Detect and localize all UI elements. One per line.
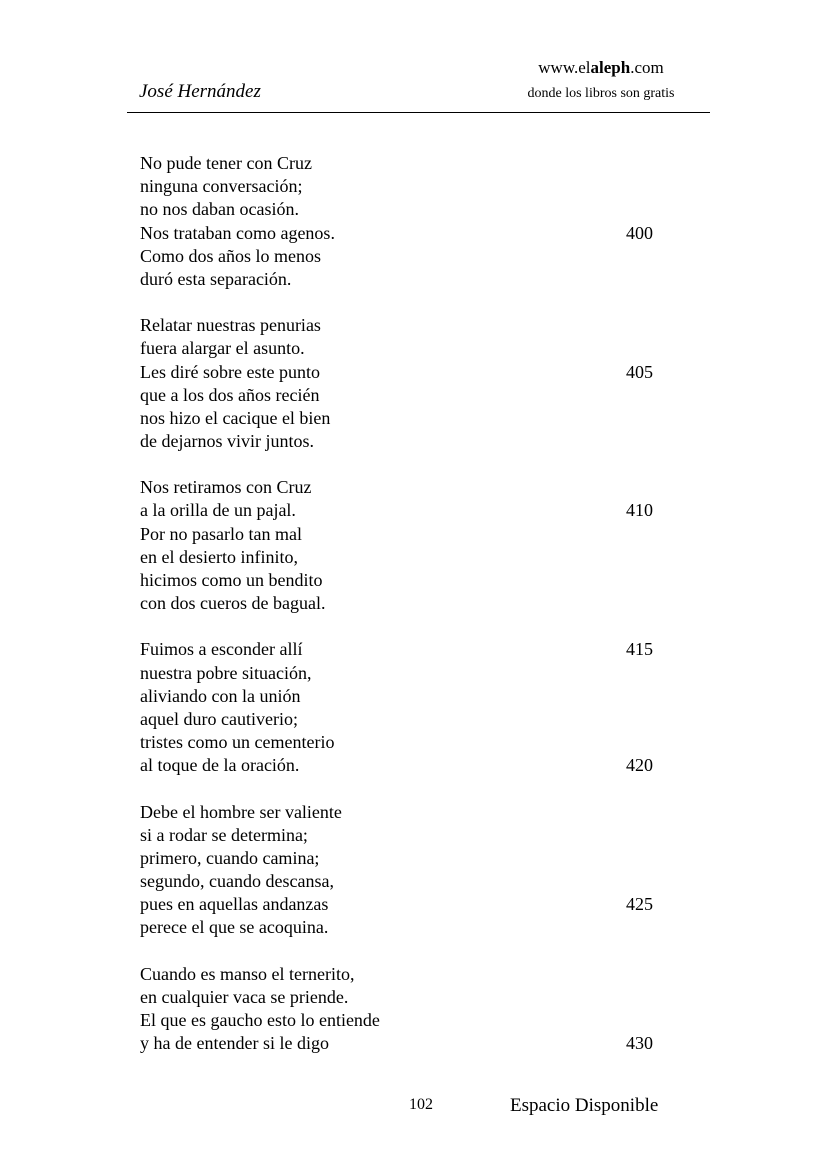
verse-line <box>140 1032 700 1055</box>
verse-text: Nos trataban como agenos. <box>140 222 335 243</box>
verse-text: aquel duro cautiverio; <box>140 708 298 729</box>
verse-text: El que es gaucho esto lo entiende <box>140 1010 380 1030</box>
poem-body <box>140 152 700 1078</box>
page-number: 102 <box>409 1096 433 1113</box>
verse-line <box>140 638 700 661</box>
verse-line <box>140 245 700 268</box>
verse-line <box>140 546 700 569</box>
verse-text: no nos daban ocasión. <box>140 199 299 220</box>
verse-text: con dos cueros de bagual. <box>140 593 326 614</box>
header-divider <box>127 112 710 113</box>
verse-text: y ha de entender si le digo <box>140 1033 329 1054</box>
author-name: José Hernández <box>139 81 261 102</box>
verse-number: 410 <box>626 500 653 521</box>
verse-line <box>140 407 700 430</box>
verse-number: 425 <box>626 894 653 915</box>
footer-note: Espacio Disponible <box>510 1095 659 1116</box>
verse-text: perece el que se acoquina. <box>140 917 329 938</box>
verse-text: duró esta separación. <box>140 268 292 289</box>
verse-text: Cuando es manso el ternerito, <box>140 963 355 984</box>
site-tagline: donde los libros son gratis <box>527 86 675 101</box>
verse-text: Nos retiramos con Cruz <box>140 477 312 498</box>
stanza <box>140 476 700 615</box>
verse-text: hicimos como un bendito <box>140 570 323 590</box>
verse-text: en el desierto infinito, <box>140 546 298 567</box>
verse-line <box>140 175 700 198</box>
verse-line <box>140 592 700 615</box>
verse-line <box>140 801 700 824</box>
verse-text: pues en aquellas andanzas <box>140 894 329 915</box>
verse-text: Como dos años lo menos <box>140 245 322 266</box>
verse-line <box>140 916 700 939</box>
verse-text: segundo, cuando descansa, <box>140 871 334 892</box>
stanza <box>140 314 700 453</box>
verse-line <box>140 754 700 777</box>
site-url-suffix: .com <box>630 58 664 77</box>
verse-line <box>140 662 700 685</box>
verse-text: nos hizo el cacique el bien <box>140 407 331 428</box>
verse-line <box>140 847 700 870</box>
verse-text: a la orilla de un pajal. <box>140 500 296 521</box>
verse-line <box>140 870 700 893</box>
verse-text: ninguna conversación; <box>140 176 303 197</box>
verse-text: Les diré sobre este punto <box>140 361 320 382</box>
verse-line <box>140 708 700 731</box>
verse-line <box>140 430 700 453</box>
stanza <box>140 801 700 940</box>
verse-line <box>140 893 700 916</box>
verse-line <box>140 963 700 986</box>
site-url[interactable] <box>520 57 682 79</box>
verse-text: Debe el hombre ser valiente <box>140 801 342 822</box>
verse-number: 405 <box>626 361 653 382</box>
verse-text: nuestra pobre situación, <box>140 662 312 683</box>
verse-line <box>140 152 700 175</box>
verse-line <box>140 824 700 847</box>
verse-line <box>140 476 700 499</box>
stanza <box>140 638 700 777</box>
verse-line <box>140 268 700 291</box>
verse-text: Fuimos a esconder allí <box>140 639 303 660</box>
verse-text: aliviando con la unión <box>140 685 301 706</box>
verse-line <box>140 1009 700 1032</box>
verse-line <box>140 314 700 337</box>
verse-number: 400 <box>626 222 653 243</box>
verse-line <box>140 523 700 546</box>
verse-line <box>140 685 700 708</box>
verse-text: Relatar nuestras penurias <box>140 315 321 336</box>
verse-line <box>140 986 700 1009</box>
verse-text: en cualquier vaca se priende. <box>140 986 349 1007</box>
verse-line <box>140 222 700 245</box>
stanza <box>140 963 700 1056</box>
verse-text: fuera alargar el asunto. <box>140 338 305 359</box>
site-url-prefix: www.el <box>538 58 591 77</box>
verse-text: al toque de la oración. <box>140 755 300 776</box>
verse-line <box>140 384 700 407</box>
verse-number: 420 <box>626 755 653 776</box>
verse-line <box>140 337 700 360</box>
verse-text: si a rodar se determina; <box>140 824 308 845</box>
verse-text: de dejarnos vivir juntos. <box>140 431 314 452</box>
verse-number: 430 <box>626 1033 653 1054</box>
verse-text: primero, cuando camina; <box>140 847 320 868</box>
verse-text: que a los dos años recién <box>140 384 320 405</box>
verse-text: Por no pasarlo tan mal <box>140 523 302 544</box>
verse-line <box>140 569 700 592</box>
verse-line <box>140 731 700 754</box>
verse-line <box>140 361 700 384</box>
verse-number: 415 <box>626 639 653 660</box>
verse-text: No pude tener con Cruz <box>140 153 312 173</box>
verse-line <box>140 198 700 221</box>
stanza <box>140 152 700 291</box>
verse-line <box>140 499 700 522</box>
site-url-brand: aleph <box>590 58 631 77</box>
verse-text: tristes como un cementerio <box>140 732 335 753</box>
